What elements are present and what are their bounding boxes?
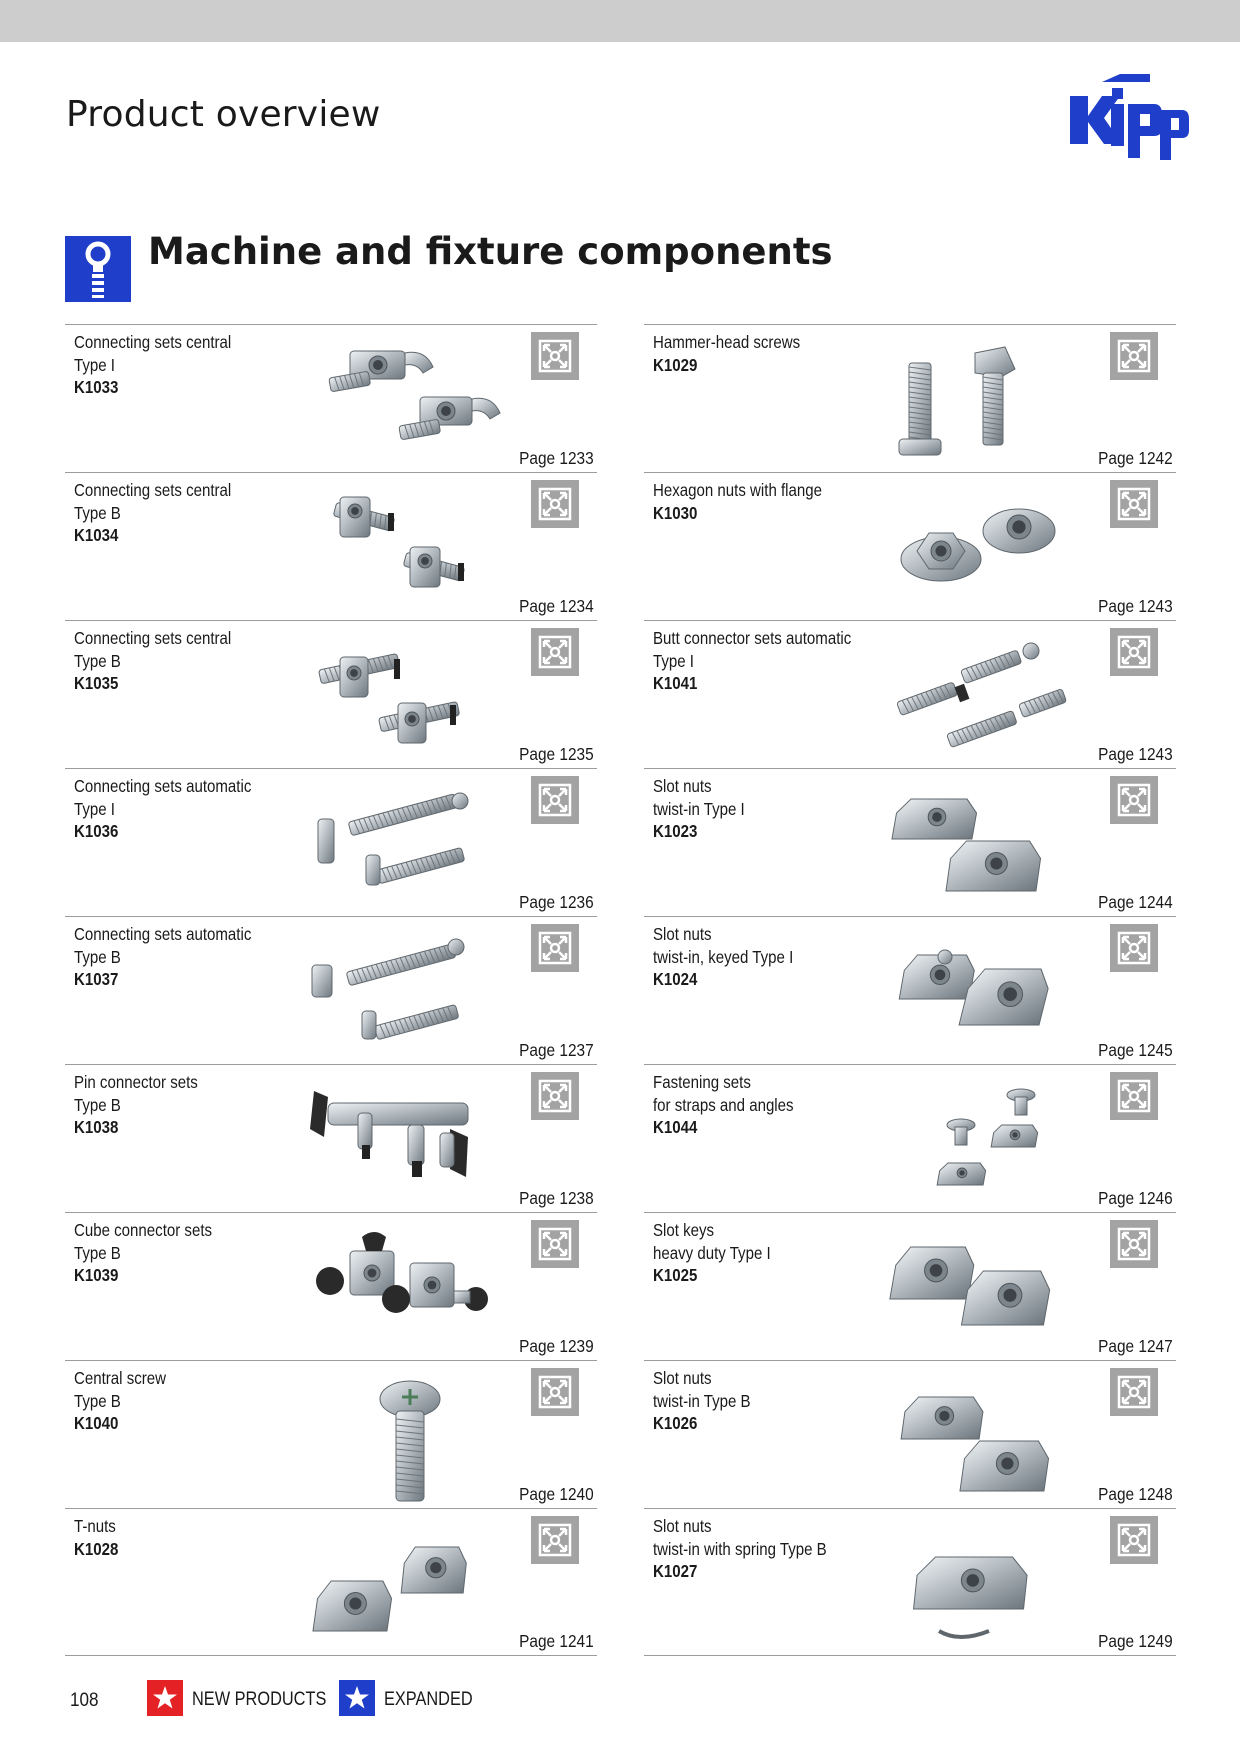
kipp-logo	[1068, 72, 1190, 164]
product-description	[653, 1071, 868, 1139]
product-name-line: twist-in Type I	[653, 798, 745, 819]
product-image[interactable]	[300, 1369, 520, 1505]
product-name-line: Type I	[653, 650, 694, 671]
expanded-badge	[339, 1680, 375, 1716]
page-reference-link[interactable]: Page 1247	[1098, 1336, 1173, 1356]
zoom-icon	[1110, 332, 1158, 380]
page-reference-link[interactable]: Page 1237	[519, 1040, 594, 1060]
product-code: K1027	[653, 1561, 698, 1581]
zoom-button[interactable]	[531, 924, 579, 972]
product-name-line: Slot nuts	[653, 924, 712, 944]
product-name-line: heavy duty Type I	[653, 1242, 771, 1263]
product-image[interactable]	[300, 777, 520, 913]
product-code: K1024	[653, 969, 698, 989]
page-title: Product overview	[66, 94, 381, 135]
page-reference-link[interactable]: Page 1244	[1098, 892, 1173, 912]
new-products-badge	[147, 1680, 183, 1716]
zoom-icon	[1110, 776, 1158, 824]
zoom-icon	[531, 1368, 579, 1416]
left-product-column	[65, 324, 597, 1656]
zoom-button[interactable]	[531, 1072, 579, 1120]
product-name-line: Connecting sets central	[74, 628, 232, 648]
product-image[interactable]	[300, 1073, 520, 1209]
page-reference-link[interactable]: Page 1243	[1098, 744, 1173, 764]
product-row[interactable]	[65, 1064, 597, 1212]
product-code: K1023	[653, 821, 698, 841]
page-reference-link[interactable]: Page 1243	[1098, 596, 1173, 616]
page-reference-link[interactable]: Page 1245	[1098, 1040, 1173, 1060]
product-description	[653, 923, 868, 991]
product-name-line: Type B	[74, 946, 121, 967]
star-icon	[339, 1680, 375, 1716]
product-row[interactable]	[65, 620, 597, 768]
product-name-line: Type B	[74, 650, 121, 671]
product-name-line: Slot nuts	[653, 776, 712, 796]
product-row[interactable]	[65, 1360, 597, 1508]
product-image[interactable]	[300, 925, 520, 1061]
product-description	[653, 1219, 868, 1287]
product-name-line: twist-in with spring Type B	[653, 1538, 827, 1559]
product-description	[653, 775, 868, 843]
product-code: K1037	[74, 969, 119, 989]
new-products-label: NEW PRODUCTS	[192, 1689, 327, 1710]
zoom-icon	[531, 1220, 579, 1268]
zoom-button[interactable]	[1110, 332, 1158, 380]
product-code: K1044	[653, 1117, 698, 1137]
product-code: K1028	[74, 1538, 119, 1559]
page-reference-link[interactable]: Page 1238	[519, 1188, 594, 1208]
product-code: K1034	[74, 525, 119, 545]
zoom-button[interactable]	[531, 480, 579, 528]
product-row[interactable]	[644, 1508, 1176, 1656]
product-description	[653, 331, 868, 376]
product-description	[74, 1367, 289, 1435]
eyebolt-icon	[65, 236, 131, 302]
page-reference-link[interactable]: Page 1233	[519, 448, 594, 468]
product-name-line: Type B	[74, 1390, 121, 1411]
zoom-icon	[531, 1072, 579, 1120]
product-description	[74, 923, 289, 991]
product-row[interactable]	[65, 472, 597, 620]
product-name-line: Type I	[74, 798, 115, 819]
zoom-icon	[531, 776, 579, 824]
page-reference-link[interactable]: Page 1246	[1098, 1188, 1173, 1208]
product-name-line: Fastening sets	[653, 1072, 751, 1092]
product-image[interactable]	[879, 1221, 1099, 1357]
product-name-line: Pin connector sets	[74, 1072, 198, 1092]
product-description	[74, 1515, 289, 1560]
product-name-line: Type B	[74, 1242, 121, 1263]
product-row[interactable]	[644, 1064, 1176, 1212]
product-code: K1040	[74, 1413, 119, 1433]
page-number: 108	[70, 1690, 99, 1711]
zoom-button[interactable]	[1110, 776, 1158, 824]
zoom-icon	[531, 480, 579, 528]
zoom-icon	[1110, 1072, 1158, 1120]
product-row[interactable]	[65, 324, 597, 472]
page-reference-link[interactable]: Page 1240	[519, 1484, 594, 1504]
zoom-icon	[1110, 1368, 1158, 1416]
product-name-line: Type B	[74, 502, 121, 523]
zoom-button[interactable]	[531, 776, 579, 824]
product-code: K1026	[653, 1413, 698, 1433]
zoom-icon	[1110, 480, 1158, 528]
product-code: K1038	[74, 1117, 119, 1137]
section-icon	[65, 236, 131, 302]
product-code: K1036	[74, 821, 119, 841]
page-reference-link[interactable]: Page 1236	[519, 892, 594, 912]
zoom-icon	[1110, 1516, 1158, 1564]
product-description	[74, 1071, 289, 1139]
zoom-icon	[1110, 1220, 1158, 1268]
page-reference-link[interactable]: Page 1242	[1098, 448, 1173, 468]
product-name-line: Hexagon nuts with flange	[653, 480, 823, 500]
zoom-icon	[531, 332, 579, 380]
expanded-label: EXPANDED	[384, 1689, 473, 1710]
page-reference-link[interactable]: Page 1248	[1098, 1484, 1173, 1504]
zoom-button[interactable]	[1110, 924, 1158, 972]
product-row[interactable]	[644, 916, 1176, 1064]
page-reference-link[interactable]: Page 1239	[519, 1336, 594, 1356]
product-name-line: Central screw	[74, 1368, 167, 1388]
page-reference-link[interactable]: Page 1241	[519, 1631, 594, 1651]
product-description	[653, 627, 868, 695]
product-description	[653, 479, 868, 524]
product-image[interactable]	[879, 925, 1099, 1061]
zoom-icon	[531, 1516, 579, 1564]
product-row[interactable]	[644, 1360, 1176, 1508]
product-image[interactable]	[879, 629, 1099, 765]
zoom-button[interactable]	[1110, 480, 1158, 528]
product-name-line: Connecting sets central	[74, 480, 232, 500]
product-description	[653, 1367, 868, 1435]
product-description	[74, 331, 289, 399]
product-name-line: Connecting sets automatic	[74, 924, 252, 944]
zoom-icon	[531, 924, 579, 972]
product-name-line: Slot keys	[653, 1220, 715, 1240]
zoom-icon	[531, 628, 579, 676]
product-name-line: for straps and angles	[653, 1094, 794, 1115]
zoom-button[interactable]	[1110, 1516, 1158, 1564]
product-description	[74, 775, 289, 843]
product-name-line: Slot nuts	[653, 1516, 712, 1536]
product-row[interactable]	[65, 768, 597, 916]
product-image[interactable]	[879, 777, 1099, 913]
product-row[interactable]	[644, 324, 1176, 472]
zoom-button[interactable]	[531, 1516, 579, 1564]
product-name-line: Hammer-head screws	[653, 332, 801, 352]
product-code: K1033	[74, 377, 119, 397]
product-name-line: Connecting sets central	[74, 332, 232, 352]
product-name-line: Type B	[74, 1094, 121, 1115]
zoom-icon	[1110, 628, 1158, 676]
product-row[interactable]	[644, 768, 1176, 916]
page-reference-link[interactable]: Page 1234	[519, 596, 594, 616]
product-name-line: twist-in Type B	[653, 1390, 751, 1411]
product-code: K1035	[74, 673, 119, 693]
product-code: K1029	[653, 354, 698, 375]
product-row[interactable]	[644, 472, 1176, 620]
product-image[interactable]	[879, 333, 1099, 469]
zoom-icon	[1110, 924, 1158, 972]
product-name-line: Connecting sets automatic	[74, 776, 252, 796]
product-name-line: T-nuts	[74, 1516, 116, 1536]
zoom-button[interactable]	[1110, 1072, 1158, 1120]
product-image[interactable]	[879, 1517, 1099, 1653]
zoom-button[interactable]	[531, 628, 579, 676]
product-description	[74, 627, 289, 695]
product-row[interactable]	[644, 620, 1176, 768]
product-image[interactable]	[300, 1221, 520, 1357]
product-row[interactable]	[65, 916, 597, 1064]
product-name-line: Type I	[74, 354, 115, 375]
product-image[interactable]	[879, 481, 1099, 617]
product-name-line: twist-in, keyed Type I	[653, 946, 794, 967]
zoom-button[interactable]	[531, 1368, 579, 1416]
product-image[interactable]	[300, 629, 520, 765]
product-row[interactable]	[644, 1212, 1176, 1360]
product-code: K1039	[74, 1265, 119, 1285]
product-code: K1025	[653, 1265, 698, 1285]
zoom-button[interactable]	[531, 1220, 579, 1268]
product-code: K1030	[653, 502, 698, 523]
page-reference-link[interactable]: Page 1249	[1098, 1631, 1173, 1651]
product-row[interactable]	[65, 1508, 597, 1656]
product-image[interactable]	[300, 1517, 520, 1653]
product-image[interactable]	[300, 333, 520, 469]
section-title: Machine and fixture components	[148, 230, 833, 273]
page-reference-link[interactable]: Page 1235	[519, 744, 594, 764]
product-row[interactable]	[65, 1212, 597, 1360]
zoom-button[interactable]	[531, 332, 579, 380]
product-name-line: Cube connector sets	[74, 1220, 213, 1240]
product-description	[74, 479, 289, 547]
product-description	[653, 1515, 868, 1583]
zoom-button[interactable]	[1110, 628, 1158, 676]
zoom-button[interactable]	[1110, 1368, 1158, 1416]
product-code: K1041	[653, 673, 698, 693]
star-icon	[147, 1680, 183, 1716]
top-band	[0, 0, 1240, 42]
product-image[interactable]	[879, 1369, 1099, 1505]
product-name-line: Butt connector sets automatic	[653, 628, 852, 648]
product-image[interactable]	[879, 1073, 1099, 1209]
product-name-line: Slot nuts	[653, 1368, 712, 1388]
zoom-button[interactable]	[1110, 1220, 1158, 1268]
footer	[0, 1680, 1240, 1724]
product-image[interactable]	[300, 481, 520, 617]
product-description	[74, 1219, 289, 1287]
right-product-column	[644, 324, 1176, 1656]
